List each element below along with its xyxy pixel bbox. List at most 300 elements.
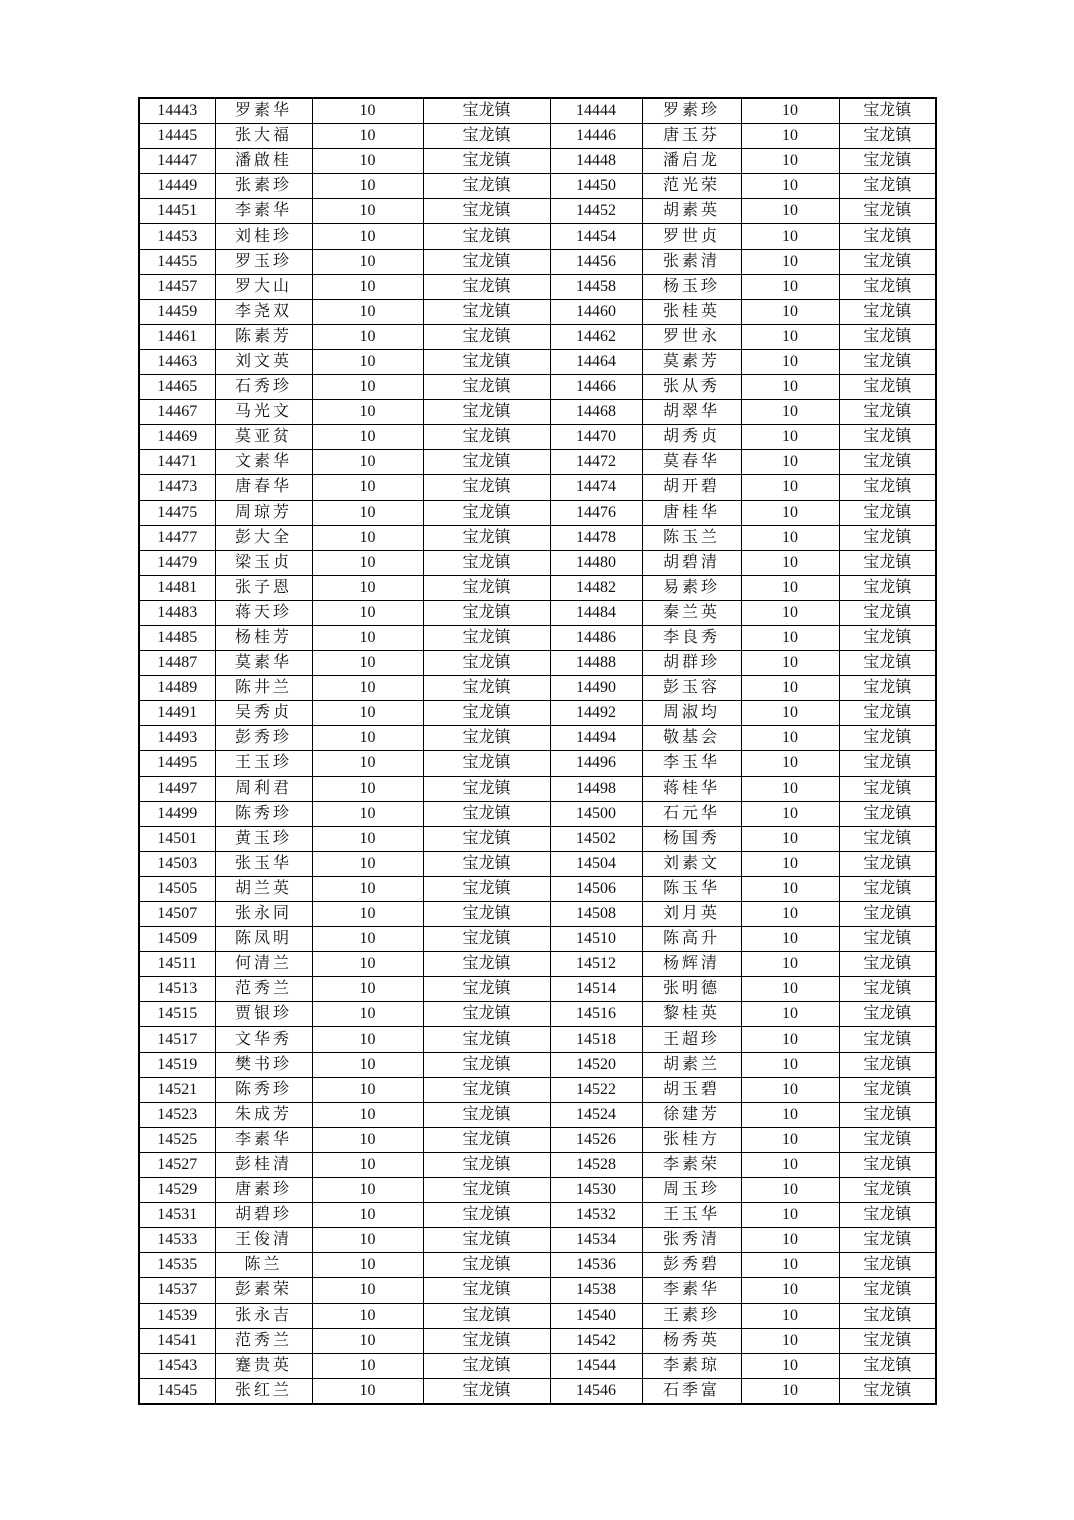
record-number-cell: 14527 [139,1152,215,1177]
town-cell: 宝龙镇 [423,776,550,801]
record-number-cell: 14480 [550,550,642,575]
person-name-cell: 黎桂英 [642,1002,741,1027]
person-name-cell: 蒋天珍 [215,600,312,625]
amount-cell: 10 [312,249,423,274]
record-number-cell: 14470 [550,425,642,450]
amount-cell: 10 [312,550,423,575]
record-number-cell: 14459 [139,299,215,324]
record-number-cell: 14475 [139,500,215,525]
amount-cell: 10 [741,324,839,349]
table-row [139,224,936,249]
table-row [139,651,936,676]
amount-cell: 10 [312,425,423,450]
amount-cell: 10 [741,400,839,425]
town-cell: 宝龙镇 [423,149,550,174]
person-name-cell: 李素华 [642,1278,741,1303]
town-cell: 宝龙镇 [423,1203,550,1228]
table-row [139,751,936,776]
record-number-cell: 14446 [550,124,642,149]
amount-cell: 10 [741,475,839,500]
amount-cell: 10 [741,1228,839,1253]
record-number-cell: 14445 [139,124,215,149]
amount-cell: 10 [312,1077,423,1102]
person-name-cell: 张大福 [215,124,312,149]
person-name-cell: 刘桂珍 [215,224,312,249]
amount-cell: 10 [741,1102,839,1127]
person-name-cell: 范光荣 [642,174,741,199]
town-cell: 宝龙镇 [839,751,936,776]
person-name-cell: 罗素珍 [642,98,741,124]
table-row [139,475,936,500]
person-name-cell: 周淑均 [642,701,741,726]
town-cell: 宝龙镇 [423,500,550,525]
table-row [139,98,936,124]
amount-cell: 10 [312,1002,423,1027]
record-number-cell: 14458 [550,274,642,299]
town-cell: 宝龙镇 [839,1203,936,1228]
record-number-cell: 14517 [139,1027,215,1052]
record-number-cell: 14528 [550,1152,642,1177]
amount-cell: 10 [741,349,839,374]
person-name-cell: 吴秀贞 [215,701,312,726]
person-name-cell: 石元华 [642,801,741,826]
person-name-cell: 胡素兰 [642,1052,741,1077]
amount-cell: 10 [312,1027,423,1052]
table-row [139,902,936,927]
record-number-cell: 14523 [139,1102,215,1127]
person-name-cell: 张桂英 [642,299,741,324]
record-number-cell: 14499 [139,801,215,826]
town-cell: 宝龙镇 [839,1328,936,1353]
town-cell: 宝龙镇 [423,1353,550,1378]
person-name-cell: 黄玉珍 [215,826,312,851]
record-number-cell: 14492 [550,701,642,726]
amount-cell: 10 [312,1178,423,1203]
person-name-cell: 石季富 [642,1378,741,1404]
town-cell: 宝龙镇 [839,1027,936,1052]
amount-cell: 10 [312,349,423,374]
table-row [139,1178,936,1203]
amount-cell: 10 [741,174,839,199]
person-name-cell: 石秀珍 [215,375,312,400]
table-row [139,450,936,475]
town-cell: 宝龙镇 [839,1152,936,1177]
record-number-cell: 14494 [550,726,642,751]
record-number-cell: 14496 [550,751,642,776]
record-number-cell: 14544 [550,1353,642,1378]
amount-cell: 10 [312,575,423,600]
town-cell: 宝龙镇 [839,149,936,174]
amount-cell: 10 [312,651,423,676]
person-name-cell: 杨国秀 [642,826,741,851]
town-cell: 宝龙镇 [423,851,550,876]
amount-cell: 10 [312,299,423,324]
record-number-cell: 14476 [550,500,642,525]
town-cell: 宝龙镇 [839,776,936,801]
town-cell: 宝龙镇 [423,375,550,400]
person-name-cell: 陈凤明 [215,927,312,952]
town-cell: 宝龙镇 [423,349,550,374]
person-name-cell: 陈井兰 [215,676,312,701]
person-name-cell: 李尧双 [215,299,312,324]
town-cell: 宝龙镇 [423,1228,550,1253]
town-cell: 宝龙镇 [423,751,550,776]
record-number-cell: 14464 [550,349,642,374]
town-cell: 宝龙镇 [423,1052,550,1077]
table-row [139,249,936,274]
person-name-cell: 陈素芳 [215,324,312,349]
amount-cell: 10 [312,676,423,701]
record-number-cell: 14493 [139,726,215,751]
amount-cell: 10 [741,1152,839,1177]
town-cell: 宝龙镇 [423,525,550,550]
amount-cell: 10 [312,1328,423,1353]
amount-cell: 10 [741,726,839,751]
table-row [139,927,936,952]
record-number-cell: 14543 [139,1353,215,1378]
amount-cell: 10 [312,224,423,249]
town-cell: 宝龙镇 [839,224,936,249]
town-cell: 宝龙镇 [423,927,550,952]
amount-cell: 10 [312,1052,423,1077]
town-cell: 宝龙镇 [423,1328,550,1353]
person-name-cell: 张素珍 [215,174,312,199]
person-name-cell: 杨秀英 [642,1328,741,1353]
record-number-cell: 14529 [139,1178,215,1203]
person-name-cell: 周玉珍 [642,1178,741,1203]
record-number-cell: 14451 [139,199,215,224]
person-name-cell: 徐建芳 [642,1102,741,1127]
person-name-cell: 刘月英 [642,902,741,927]
town-cell: 宝龙镇 [839,98,936,124]
person-name-cell: 潘启龙 [642,149,741,174]
table-body [139,98,936,1404]
amount-cell: 10 [741,149,839,174]
amount-cell: 10 [741,977,839,1002]
person-name-cell: 陈玉兰 [642,525,741,550]
record-number-cell: 14461 [139,324,215,349]
person-name-cell: 陈高升 [642,927,741,952]
amount-cell: 10 [741,1052,839,1077]
record-number-cell: 14501 [139,826,215,851]
record-number-cell: 14466 [550,375,642,400]
town-cell: 宝龙镇 [423,1102,550,1127]
table-row [139,375,936,400]
town-cell: 宝龙镇 [839,124,936,149]
amount-cell: 10 [741,1203,839,1228]
table-row [139,299,936,324]
record-number-cell: 14502 [550,826,642,851]
record-number-cell: 14484 [550,600,642,625]
table-row [139,1152,936,1177]
table-row [139,876,936,901]
person-name-cell: 张红兰 [215,1378,312,1404]
table-row [139,801,936,826]
town-cell: 宝龙镇 [423,676,550,701]
amount-cell: 10 [312,726,423,751]
town-cell: 宝龙镇 [839,1228,936,1253]
town-cell: 宝龙镇 [423,625,550,650]
town-cell: 宝龙镇 [839,525,936,550]
amount-cell: 10 [312,1127,423,1152]
amount-cell: 10 [741,600,839,625]
table-row [139,425,936,450]
amount-cell: 10 [312,625,423,650]
amount-cell: 10 [741,249,839,274]
town-cell: 宝龙镇 [839,876,936,901]
town-cell: 宝龙镇 [839,826,936,851]
record-number-cell: 14514 [550,977,642,1002]
town-cell: 宝龙镇 [839,1278,936,1303]
table-row [139,500,936,525]
town-cell: 宝龙镇 [423,249,550,274]
person-name-cell: 陈玉华 [642,876,741,901]
person-name-cell: 张秀清 [642,1228,741,1253]
town-cell: 宝龙镇 [839,927,936,952]
town-cell: 宝龙镇 [839,952,936,977]
town-cell: 宝龙镇 [423,400,550,425]
table-row [139,1002,936,1027]
table-row [139,1353,936,1378]
person-name-cell: 张子恩 [215,575,312,600]
person-name-cell: 陈秀珍 [215,1077,312,1102]
person-name-cell: 梁玉贞 [215,550,312,575]
record-number-cell: 14538 [550,1278,642,1303]
person-name-cell: 胡碧珍 [215,1203,312,1228]
table-row [139,851,936,876]
record-number-cell: 14518 [550,1027,642,1052]
person-name-cell: 范秀兰 [215,1328,312,1353]
town-cell: 宝龙镇 [839,1303,936,1328]
record-number-cell: 14467 [139,400,215,425]
amount-cell: 10 [312,98,423,124]
town-cell: 宝龙镇 [839,1077,936,1102]
town-cell: 宝龙镇 [423,726,550,751]
record-number-cell: 14460 [550,299,642,324]
table-row [139,274,936,299]
record-number-cell: 14444 [550,98,642,124]
record-number-cell: 14477 [139,525,215,550]
town-cell: 宝龙镇 [839,1178,936,1203]
town-cell: 宝龙镇 [839,174,936,199]
amount-cell: 10 [312,1353,423,1378]
amount-cell: 10 [312,1203,423,1228]
record-number-cell: 14469 [139,425,215,450]
town-cell: 宝龙镇 [423,1178,550,1203]
amount-cell: 10 [741,826,839,851]
amount-cell: 10 [741,1027,839,1052]
person-name-cell: 王玉华 [642,1203,741,1228]
amount-cell: 10 [312,851,423,876]
town-cell: 宝龙镇 [423,124,550,149]
amount-cell: 10 [312,1278,423,1303]
person-name-cell: 杨桂芳 [215,625,312,650]
person-name-cell: 张桂方 [642,1127,741,1152]
person-name-cell: 王素珍 [642,1303,741,1328]
person-name-cell: 樊书珍 [215,1052,312,1077]
record-number-cell: 14516 [550,1002,642,1027]
town-cell: 宝龙镇 [839,375,936,400]
amount-cell: 10 [312,876,423,901]
town-cell: 宝龙镇 [839,575,936,600]
amount-cell: 10 [741,1127,839,1152]
record-number-cell: 14532 [550,1203,642,1228]
record-number-cell: 14530 [550,1178,642,1203]
amount-cell: 10 [741,224,839,249]
amount-cell: 10 [312,525,423,550]
person-name-cell: 王玉珍 [215,751,312,776]
person-name-cell: 刘素文 [642,851,741,876]
table-row [139,701,936,726]
record-number-cell: 14521 [139,1077,215,1102]
town-cell: 宝龙镇 [423,952,550,977]
record-number-cell: 14486 [550,625,642,650]
town-cell: 宝龙镇 [423,475,550,500]
town-cell: 宝龙镇 [423,1303,550,1328]
town-cell: 宝龙镇 [839,274,936,299]
person-name-cell: 胡群珍 [642,651,741,676]
town-cell: 宝龙镇 [423,1127,550,1152]
town-cell: 宝龙镇 [423,450,550,475]
table-row [139,174,936,199]
record-number-cell: 14465 [139,375,215,400]
table-row [139,1077,936,1102]
table-row [139,600,936,625]
person-name-cell: 胡兰英 [215,876,312,901]
amount-cell: 10 [312,1228,423,1253]
person-name-cell: 王俊清 [215,1228,312,1253]
record-number-cell: 14508 [550,902,642,927]
record-number-cell: 14448 [550,149,642,174]
record-number-cell: 14536 [550,1253,642,1278]
person-name-cell: 陈兰 [215,1253,312,1278]
person-name-cell: 彭玉容 [642,676,741,701]
record-number-cell: 14487 [139,651,215,676]
record-number-cell: 14505 [139,876,215,901]
amount-cell: 10 [312,801,423,826]
amount-cell: 10 [741,525,839,550]
town-cell: 宝龙镇 [839,500,936,525]
person-name-cell: 胡秀贞 [642,425,741,450]
amount-cell: 10 [312,1303,423,1328]
town-cell: 宝龙镇 [423,701,550,726]
person-name-cell: 文华秀 [215,1027,312,1052]
town-cell: 宝龙镇 [423,98,550,124]
record-number-cell: 14500 [550,801,642,826]
record-number-cell: 14479 [139,550,215,575]
table-row [139,1203,936,1228]
person-name-cell: 朱成芳 [215,1102,312,1127]
record-number-cell: 14483 [139,600,215,625]
person-name-cell: 罗玉珍 [215,249,312,274]
town-cell: 宝龙镇 [423,876,550,901]
town-cell: 宝龙镇 [839,299,936,324]
town-cell: 宝龙镇 [839,249,936,274]
town-cell: 宝龙镇 [839,475,936,500]
record-number-cell: 14456 [550,249,642,274]
town-cell: 宝龙镇 [423,902,550,927]
table-row [139,1278,936,1303]
amount-cell: 10 [741,450,839,475]
amount-cell: 10 [312,199,423,224]
record-number-cell: 14472 [550,450,642,475]
table-row [139,1228,936,1253]
town-cell: 宝龙镇 [423,1152,550,1177]
amount-cell: 10 [741,550,839,575]
town-cell: 宝龙镇 [839,450,936,475]
town-cell: 宝龙镇 [423,199,550,224]
town-cell: 宝龙镇 [839,625,936,650]
record-number-cell: 14522 [550,1077,642,1102]
person-name-cell: 胡素英 [642,199,741,224]
amount-cell: 10 [741,902,839,927]
person-name-cell: 唐素珍 [215,1178,312,1203]
record-number-cell: 14463 [139,349,215,374]
record-number-cell: 14515 [139,1002,215,1027]
person-name-cell: 张玉华 [215,851,312,876]
person-name-cell: 张明德 [642,977,741,1002]
table-row [139,124,936,149]
person-name-cell: 何清兰 [215,952,312,977]
person-name-cell: 胡开碧 [642,475,741,500]
table-row [139,952,936,977]
table-row [139,199,936,224]
person-name-cell: 杨玉珍 [642,274,741,299]
town-cell: 宝龙镇 [423,651,550,676]
town-cell: 宝龙镇 [839,1378,936,1404]
table-row [139,1378,936,1404]
record-number-cell: 14504 [550,851,642,876]
record-number-cell: 14490 [550,676,642,701]
record-number-cell: 14449 [139,174,215,199]
table-row [139,324,936,349]
town-cell: 宝龙镇 [839,902,936,927]
amount-cell: 10 [741,1303,839,1328]
table-row [139,776,936,801]
amount-cell: 10 [741,952,839,977]
amount-cell: 10 [312,450,423,475]
amount-cell: 10 [312,1378,423,1404]
town-cell: 宝龙镇 [423,174,550,199]
record-number-cell: 14531 [139,1203,215,1228]
town-cell: 宝龙镇 [839,324,936,349]
town-cell: 宝龙镇 [423,224,550,249]
amount-cell: 10 [741,1178,839,1203]
record-number-cell: 14495 [139,751,215,776]
town-cell: 宝龙镇 [839,1102,936,1127]
record-number-cell: 14488 [550,651,642,676]
record-number-cell: 14537 [139,1278,215,1303]
record-number-cell: 14534 [550,1228,642,1253]
town-cell: 宝龙镇 [423,826,550,851]
town-cell: 宝龙镇 [423,600,550,625]
town-cell: 宝龙镇 [839,1253,936,1278]
amount-cell: 10 [741,1328,839,1353]
town-cell: 宝龙镇 [839,801,936,826]
record-number-cell: 14511 [139,952,215,977]
town-cell: 宝龙镇 [423,1253,550,1278]
person-name-cell: 唐春华 [215,475,312,500]
amount-cell: 10 [312,701,423,726]
town-cell: 宝龙镇 [839,1002,936,1027]
record-number-cell: 14489 [139,676,215,701]
amount-cell: 10 [312,977,423,1002]
person-name-cell: 易素珍 [642,575,741,600]
record-number-cell: 14506 [550,876,642,901]
amount-cell: 10 [741,425,839,450]
table-row [139,525,936,550]
person-name-cell: 李良秀 [642,625,741,650]
